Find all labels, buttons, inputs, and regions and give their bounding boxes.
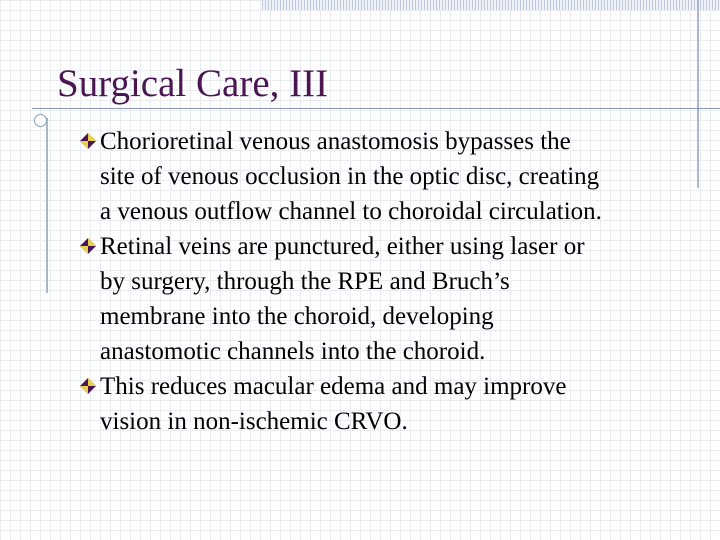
right-accent-line [697, 0, 699, 188]
bullet-item [80, 124, 680, 229]
header-decoration-band [262, 0, 720, 10]
bullet-line: vision in non-ischemic CRVO. [100, 408, 408, 435]
bullet-line: anastomotic channels into the choroid. [100, 338, 486, 365]
diamond-bullet-icon [80, 133, 96, 149]
bullet-item [80, 369, 680, 439]
bullet-item [80, 229, 680, 369]
bullet-line: by surgery, through the RPE and Bruch’s [100, 268, 510, 295]
bullet-line: Chorioretinal venous anastomosis bypasses the [100, 128, 571, 155]
left-accent-line [46, 118, 48, 293]
bullet-line: Retinal veins are punctured, either using laser or [100, 233, 585, 260]
slide-title: Surgical Care, III [57, 62, 329, 105]
corner-circle-marker [34, 114, 47, 127]
diamond-bullet-icon [80, 378, 96, 394]
title-underline [32, 108, 720, 109]
bullet-line: membrane into the choroid, developing [100, 303, 494, 330]
bullet-list [80, 124, 680, 439]
bullet-line: This reduces macular edema and may improve [100, 373, 567, 400]
diamond-bullet-icon [80, 238, 96, 254]
bullet-line: site of venous occlusion in the optic disc, creating [100, 163, 600, 190]
bullet-line: a venous outflow channel to choroidal circulation. [100, 198, 602, 225]
